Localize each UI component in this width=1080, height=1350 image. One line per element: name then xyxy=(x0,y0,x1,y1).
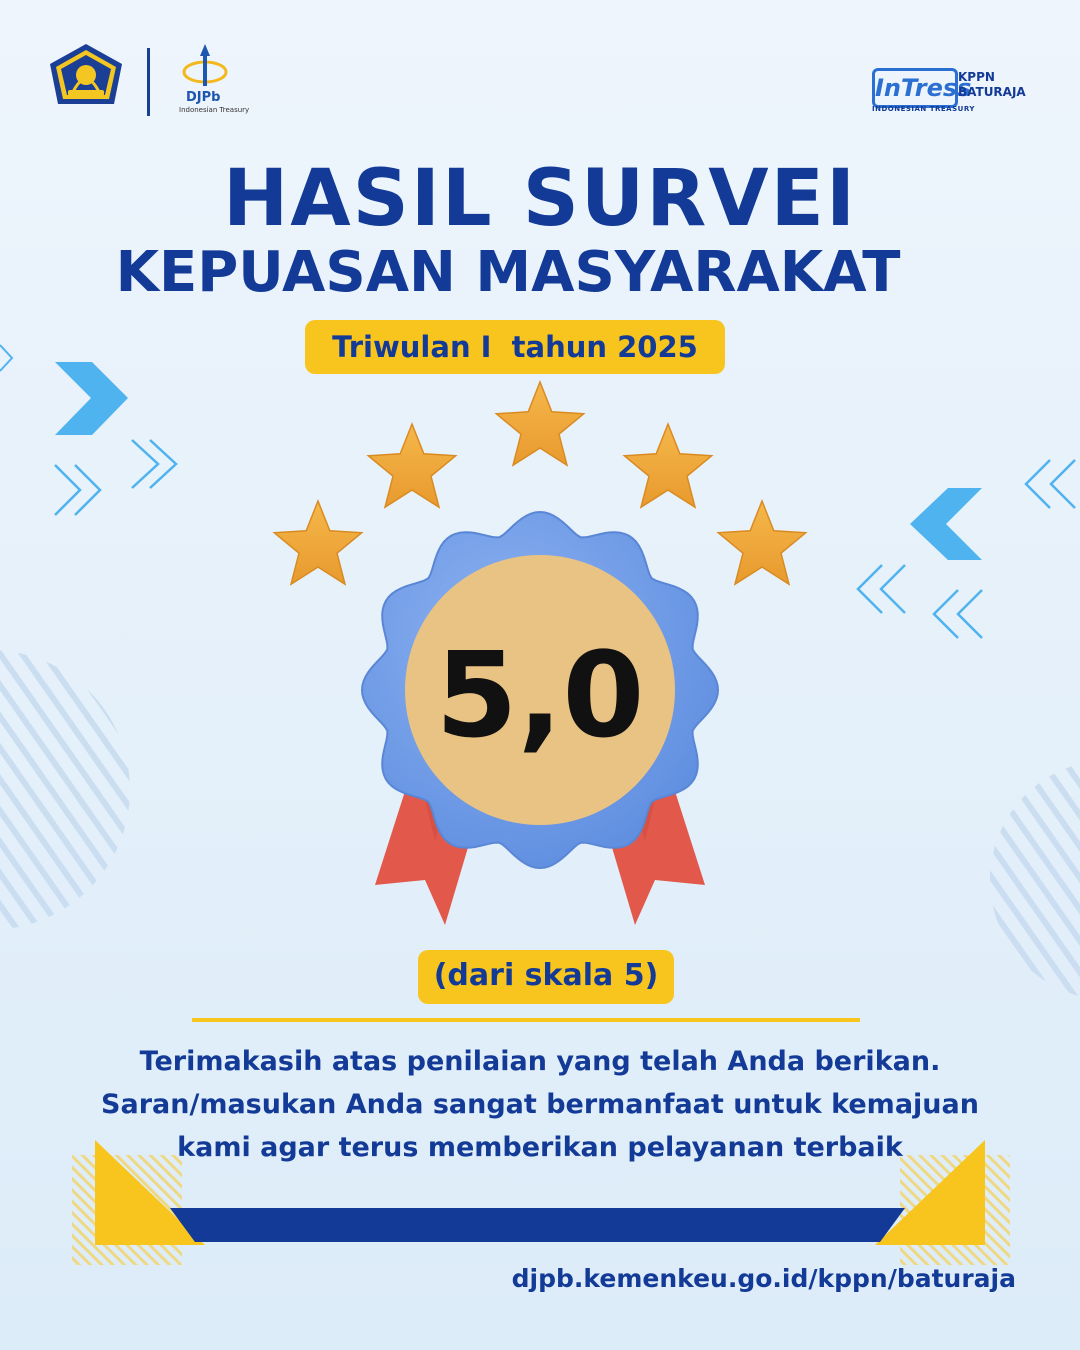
kppn-label xyxy=(958,70,1026,100)
star-icon xyxy=(368,424,455,507)
page-subtitle: KEPUASAN MASYARAKAT xyxy=(115,240,901,305)
chevron-outline-left-1b xyxy=(150,440,176,488)
chevron-outline-left-edge xyxy=(0,345,12,371)
score-value: 5,0 xyxy=(435,626,645,764)
website-link[interactable]: djpb.kemenkeu.go.id/kppn/baturaja xyxy=(511,1264,1016,1293)
intress-subtitle: INDONESIAN TREASURY xyxy=(872,105,975,113)
thank-you-message xyxy=(40,1040,1040,1169)
message-line-2: Saran/masukan Anda sangat bermanfaat untuk kemajuan xyxy=(101,1089,979,1120)
period-badge: Triwulan I tahun 2025 xyxy=(305,320,725,374)
star-icon xyxy=(496,382,583,465)
message-line-1: Terimakasih atas penilaian yang telah Anda berikan. xyxy=(139,1046,941,1077)
chevron-outline-right-2b xyxy=(881,565,905,613)
header-divider xyxy=(147,48,150,116)
chevron-outline-right-3b xyxy=(958,590,982,638)
chevron-outline-left-2 xyxy=(55,465,80,515)
chevron-outline-right-2 xyxy=(858,565,882,613)
yellow-divider xyxy=(192,1018,860,1022)
star-icon xyxy=(718,501,805,584)
djpb-logo-icon xyxy=(180,40,230,92)
kppn-line1: KPPN xyxy=(958,70,995,84)
star-icon xyxy=(274,501,361,584)
scale-badge: (dari skala 5) xyxy=(418,950,674,1004)
kemenkeu-logo xyxy=(48,42,124,114)
page-title: HASIL SURVEI xyxy=(223,154,857,244)
chevron-solid-left xyxy=(55,362,128,435)
message-line-3: kami agar terus memberikan pelayanan terbaik xyxy=(177,1132,903,1163)
djpb-subtitle: Indonesian Treasury xyxy=(179,106,250,114)
navy-banner xyxy=(170,1208,905,1242)
chevron-solid-right xyxy=(910,488,982,560)
striped-circle-right xyxy=(990,760,1080,1000)
chevron-outline-left-1 xyxy=(132,440,158,488)
chevron-outline-right-1b xyxy=(1051,460,1075,508)
chevron-outline-right-1 xyxy=(1026,460,1050,508)
intress-logo: InTress xyxy=(872,68,958,108)
striped-circle-left xyxy=(0,650,130,930)
chevron-outline-right-3 xyxy=(934,590,958,638)
star-icon xyxy=(624,424,711,507)
kppn-line2: BATURAJA xyxy=(958,85,1026,99)
djpb-label: DJPb xyxy=(186,90,221,105)
